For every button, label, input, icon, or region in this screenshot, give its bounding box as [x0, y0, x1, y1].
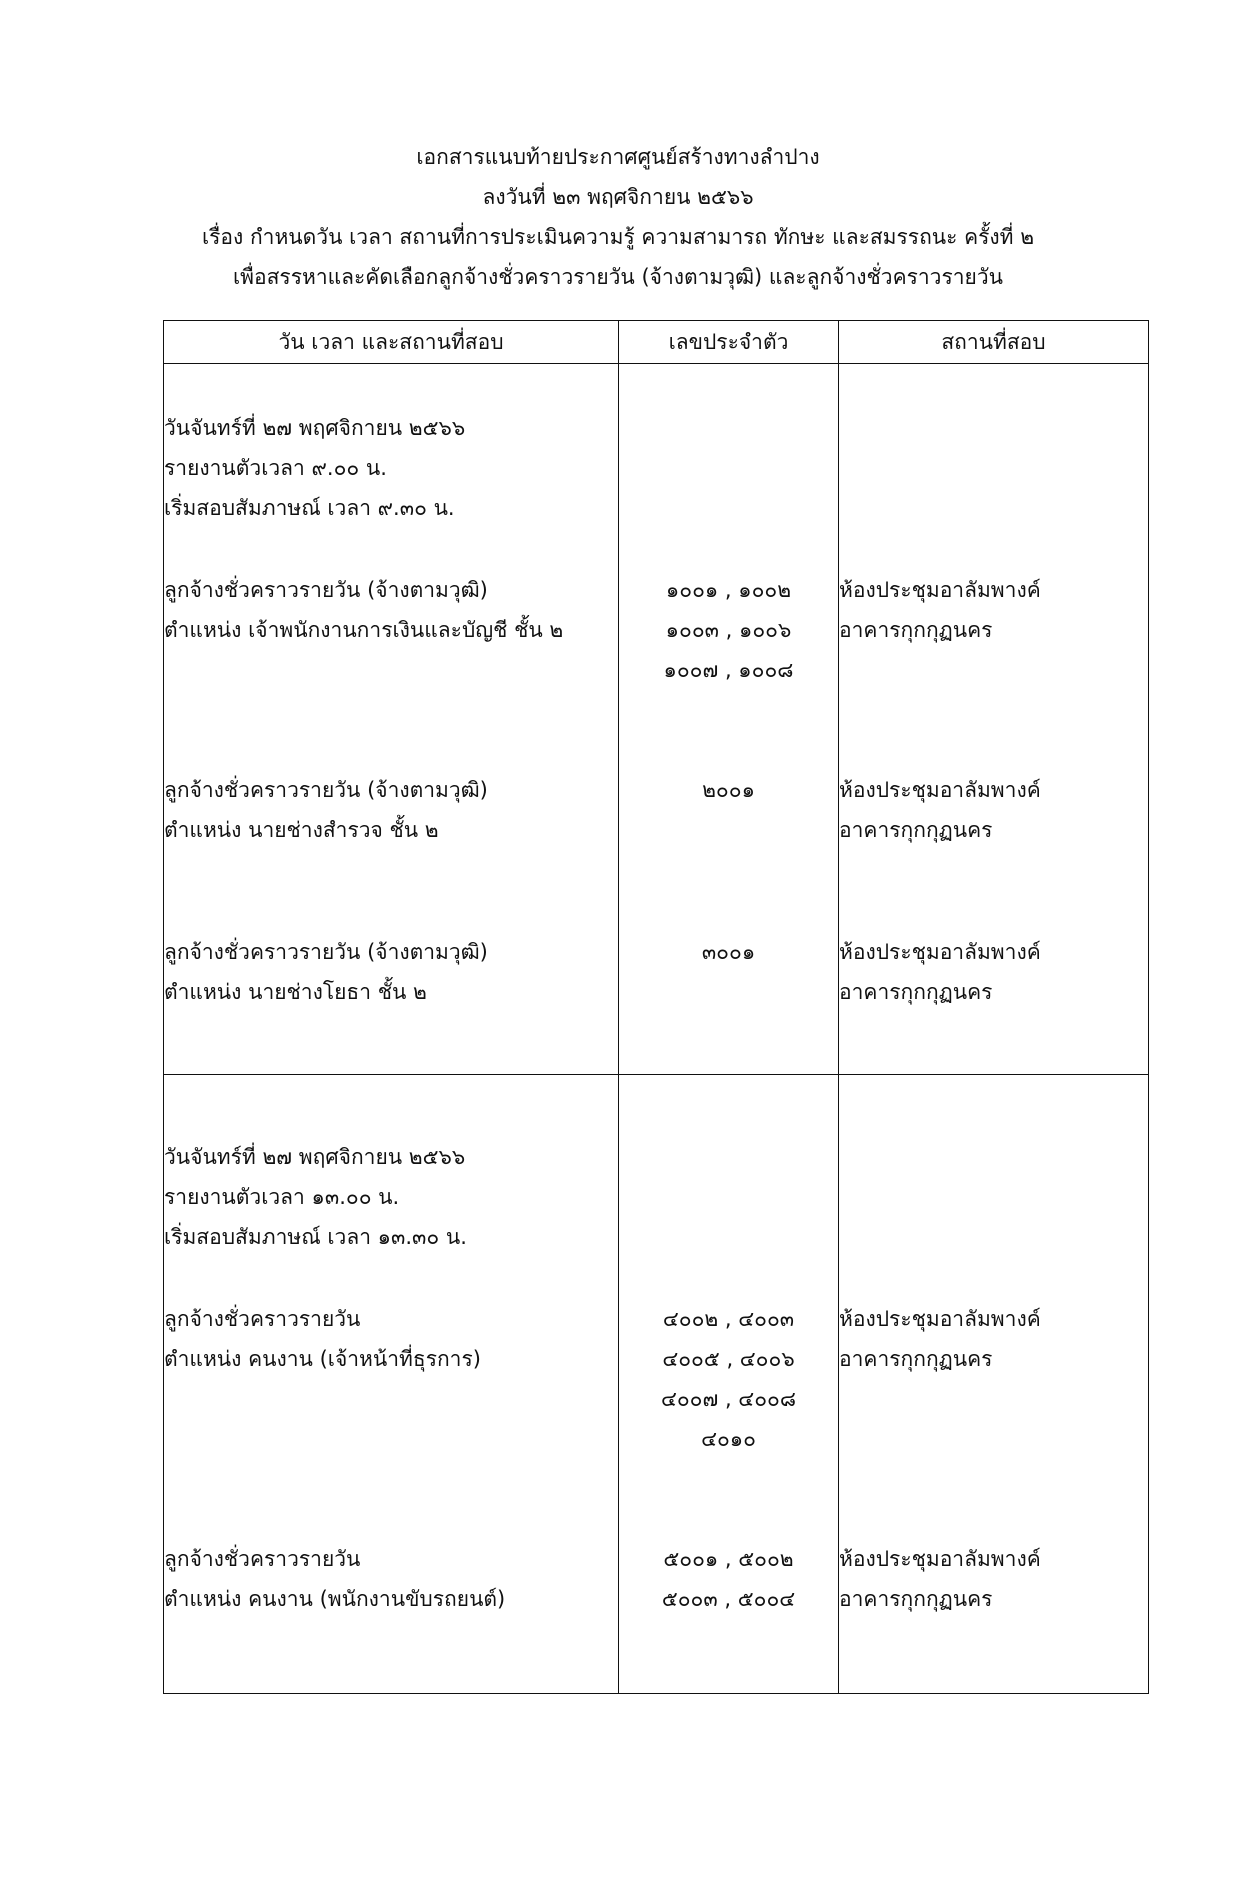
session-2-ids — [619, 1075, 839, 1694]
session-2-details — [164, 1075, 619, 1694]
session-1-start-time: เริ่มสอบสัมภาษณ์ เวลา ๙.๓๐ น. — [164, 496, 455, 520]
session-1-report-time: รายงานตัวเวลา ๙.๐๐ น. — [164, 456, 387, 480]
session-1-ids — [619, 364, 839, 1075]
group-1-1-type: ลูกจ้างชั่วคราวรายวัน (จ้างตามวุฒิ) — [164, 578, 488, 602]
document-header — [0, 137, 1236, 297]
venue-room: ห้องประชุมอาลัมพางค์ — [839, 1307, 1041, 1331]
schedule-table — [163, 320, 1149, 1694]
session-1-date: วันจันทร์ที่ ๒๗ พฤศจิกายน ๒๕๖๖ — [164, 416, 466, 440]
venue-room: ห้องประชุมอาลัมพางค์ — [839, 940, 1041, 964]
venue-building: อาคารกุกกุฏนคร — [839, 1587, 993, 1611]
session-2-venues — [839, 1075, 1149, 1694]
header-id-number: เลขประจำตัว — [619, 321, 839, 364]
id-list-item: ๑๐๐๑ , ๑๐๐๒ — [665, 578, 792, 602]
group-2-1-position: ตำแหน่ง คนงาน (เจ้าหน้าที่ธุรการ) — [164, 1347, 481, 1371]
group-2-1-type: ลูกจ้างชั่วคราวรายวัน — [164, 1307, 361, 1331]
venue-building: อาคารกุกกุฏนคร — [839, 980, 993, 1004]
group-2-2-position: ตำแหน่ง คนงาน (พนักงานขับรถยนต์) — [164, 1587, 506, 1611]
session-1-details — [164, 364, 619, 1075]
group-2-2-type: ลูกจ้างชั่วคราวรายวัน — [164, 1547, 361, 1571]
id-list-item: ๕๐๐๓ , ๕๐๐๔ — [661, 1587, 796, 1611]
venue-room: ห้องประชุมอาลัมพางค์ — [839, 1547, 1041, 1571]
id-list-item: ๒๐๐๑ — [702, 778, 755, 802]
session-row-afternoon — [164, 1075, 1149, 1694]
venue-room: ห้องประชุมอาลัมพางค์ — [839, 578, 1041, 602]
id-list-item: ๔๐๐๗ , ๔๐๐๘ — [660, 1387, 797, 1411]
header-line-1: เอกสารแนบท้ายประกาศศูนย์สร้างทางลำปาง — [416, 145, 820, 169]
header-line-2: ลงวันที่ ๒๓ พฤศจิกายน ๒๕๖๖ — [482, 185, 754, 209]
group-1-3-type: ลูกจ้างชั่วคราวรายวัน (จ้างตามวุฒิ) — [164, 940, 488, 964]
id-list-item: ๑๐๐๓ , ๑๐๐๖ — [665, 618, 792, 642]
table-header-row — [164, 321, 1149, 364]
session-2-report-time: รายงานตัวเวลา ๑๓.๐๐ น. — [164, 1185, 400, 1209]
id-list-item: ๔๐๐๒ , ๔๐๐๓ — [662, 1307, 795, 1331]
venue-building: อาคารกุกกุฏนคร — [839, 618, 993, 642]
id-list-item: ๔๐๑๐ — [701, 1427, 756, 1451]
id-list-item: ๓๐๐๑ — [701, 940, 756, 964]
group-1-2-type: ลูกจ้างชั่วคราวรายวัน (จ้างตามวุฒิ) — [164, 778, 488, 802]
session-2-date: วันจันทร์ที่ ๒๗ พฤศจิกายน ๒๕๖๖ — [164, 1145, 466, 1169]
venue-room: ห้องประชุมอาลัมพางค์ — [839, 778, 1041, 802]
venue-building: อาคารกุกกุฏนคร — [839, 1347, 993, 1371]
id-list-item: ๕๐๐๑ , ๕๐๐๒ — [663, 1547, 794, 1571]
header-exam-venue: สถานที่สอบ — [839, 321, 1149, 364]
group-1-1-position: ตำแหน่ง เจ้าพนักงานการเงินและบัญชี ชั้น ๒ — [164, 618, 564, 642]
id-list-item: ๔๐๐๕ , ๔๐๐๖ — [662, 1347, 795, 1371]
group-1-3-position: ตำแหน่ง นายช่างโยธา ชั้น ๒ — [164, 980, 427, 1004]
id-list-item: ๑๐๐๗ , ๑๐๐๘ — [663, 658, 794, 682]
header-line-4: เพื่อสรรหาและคัดเลือกลูกจ้างชั่วคราวรายวัน (จ้างตามวุฒิ) และลูกจ้างชั่วคราวรายวัน — [232, 265, 1004, 289]
venue-building: อาคารกุกกุฏนคร — [839, 818, 993, 842]
header-date-time-place: วัน เวลา และสถานที่สอบ — [164, 321, 619, 364]
session-row-morning — [164, 364, 1149, 1075]
session-2-start-time: เริ่มสอบสัมภาษณ์ เวลา ๑๓.๓๐ น. — [164, 1225, 467, 1249]
session-1-venues — [839, 364, 1149, 1075]
header-line-3: เรื่อง กำหนดวัน เวลา สถานที่การประเมินความรู้ ความสามารถ ทักษะ และสมรรถนะ ครั้งที่ ๒ — [201, 225, 1035, 249]
group-1-2-position: ตำแหน่ง นายช่างสำรวจ ชั้น ๒ — [164, 818, 439, 842]
